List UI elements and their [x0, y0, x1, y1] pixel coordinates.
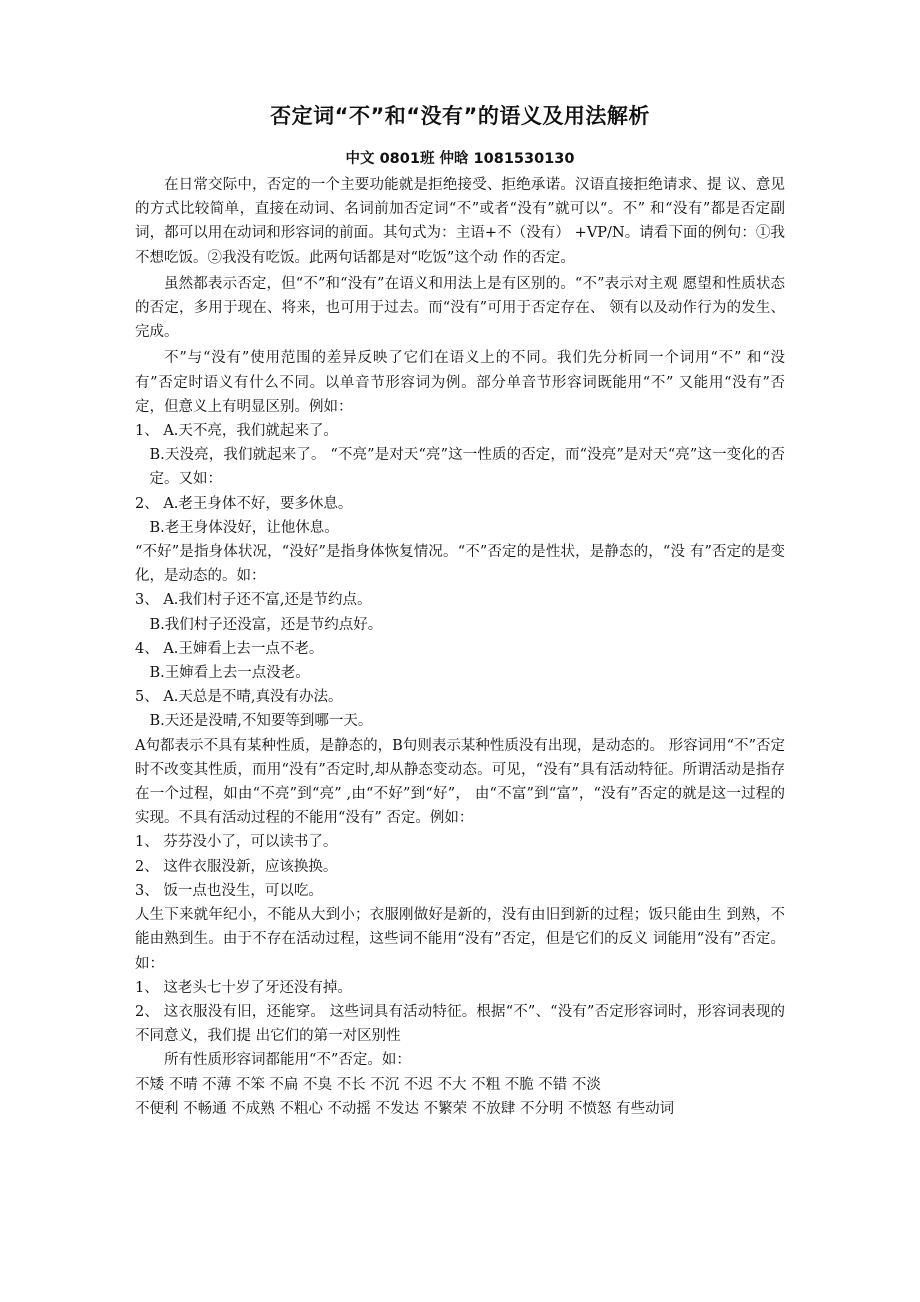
- paragraph-static-dynamic: “不好”是指身体状况，“没好”是指身体恢复情况。“不”否定的是性状，是静态的，“没 有”否定的是变化，是动态的。如：: [135, 544, 785, 585]
- document-title: 否定词“不”和“没有”的语义及用法解析: [270, 104, 650, 128]
- example-3a: 3、 A.我们村子还不富,还是节约点。: [135, 592, 372, 609]
- example-item-5: 2、 这衣服没有旧，还能穿。 这些词具有活动特征。根据“不”、“没有”否定形容词时，形容词表现的不同意义，我们提 出它们的第一对区别性: [135, 1003, 785, 1045]
- example-3b: B.我们村子还没富，还是节约点好。: [149, 616, 383, 633]
- example-4a: 4、 A.王婶看上去一点不老。: [135, 640, 324, 657]
- word-list-single: 不矮 不晴 不薄 不笨 不扁 不臭 不长 不沉 不迟 不大 不粗 不脆 不错 不淡: [135, 1076, 601, 1093]
- example-1b: B.天没亮，我们就起来了。 “不亮”是对天“亮”这一性质的否定，而“没亮”是对天“亮”这一变化的否定。又如：: [149, 447, 785, 488]
- author-line: 中文 0801班 仲晗 1081530130: [345, 151, 575, 167]
- paragraph-no-process: 人生下来就年纪小，不能从大到小；衣服刚做好是新的，没有由旧到新的过程；饭只能由生 到熟，不能由熟到生。由于不存在活动过程，这些词不能用“没有”否定，但是它们的反义 词能用“没有”否定。如：: [135, 907, 785, 972]
- paragraph-difference: 虽然都表示否定，但“不”和“没有”在语义和用法上是有区别的。“不”表示对主观 愿望和性质状态的否定，多用于现在、将来，也可用于过去。而“没有”可用于否定存在、 领有以及动作行为的发生、完成。: [135, 275, 785, 341]
- paragraph-intro: 在日常交际中，否定的一个主要功能就是拒绝接受、拒绝承诺。汉语直接拒绝请求、提 议、意见的方式比较简单，直接在动词、名词前加否定词“不”或者“没有”就可以“。不” 和“没有”都是否定副词，都可以用在动词和形容词的前面。其句式为：主语+不（没有） +VP/N。请看下面的例句：①我不想吃饭。②我没有吃饭。此两句话都是对“吃饭”这个动 作的否定。: [135, 177, 785, 266]
- word-list-double: 不便利 不畅通 不成熟 不粗心 不动摇 不发达 不繁荣 不放肆 不分明 不愤怒 有些动词: [135, 1100, 675, 1117]
- example-item-4: 1、 这老头七十岁了牙还没有掉。: [135, 979, 352, 996]
- example-1a: 1、 A.天不亮，我们就起来了。: [135, 423, 338, 440]
- example-2b: B.老王身体没好，让他休息。: [149, 519, 339, 536]
- example-2a: 2、 A.老王身体不好，要多休息。: [135, 495, 353, 512]
- example-5a: 5、 A.天总是不晴,真没有办法。: [135, 689, 343, 706]
- example-item-2: 2、 这件衣服没新，应该换换。: [135, 858, 338, 875]
- example-4b: B.王婶看上去一点没老。: [149, 665, 310, 682]
- example-item-3: 3、 饭一点也没生，可以吃。: [135, 882, 323, 899]
- paragraph-activity: A句都表示不具有某种性质，是静态的，B句则表示某种性质没有出现，是动态的。 形容词用“不”否定时不改变其性质，而用“没有”否定时,却从静态变动态。可见，“没有”具有活动特征。所谓活动是指存在一个过程，如由“不亮”到“亮” ,由“不好”到“好”， 由“不富”到“富”，“没有”否定的就是这一过程的实现。不具有活动过程的不能用“没有” 否定。例如：: [135, 737, 785, 827]
- paragraph-scope: 不”与“没有”使用范围的差异反映了它们在语义上的不同。我们先分析同一个词用“不” 和“没有”否定时语义有什么不同。以单音节形容词为例。部分单音节形容词既能用“不” 又能用“没有”否定，但意义上有明显区别。例如：: [135, 350, 785, 415]
- document-body: [135, 173, 785, 1121]
- example-item-1: 1、 芬芬没小了，可以读书了。: [135, 834, 338, 851]
- paragraph-all-adjectives: 所有性质形容词都能用“不”否定。如：: [164, 1052, 411, 1069]
- example-5b: B.天还是没晴,不知要等到哪一天。: [149, 713, 373, 730]
